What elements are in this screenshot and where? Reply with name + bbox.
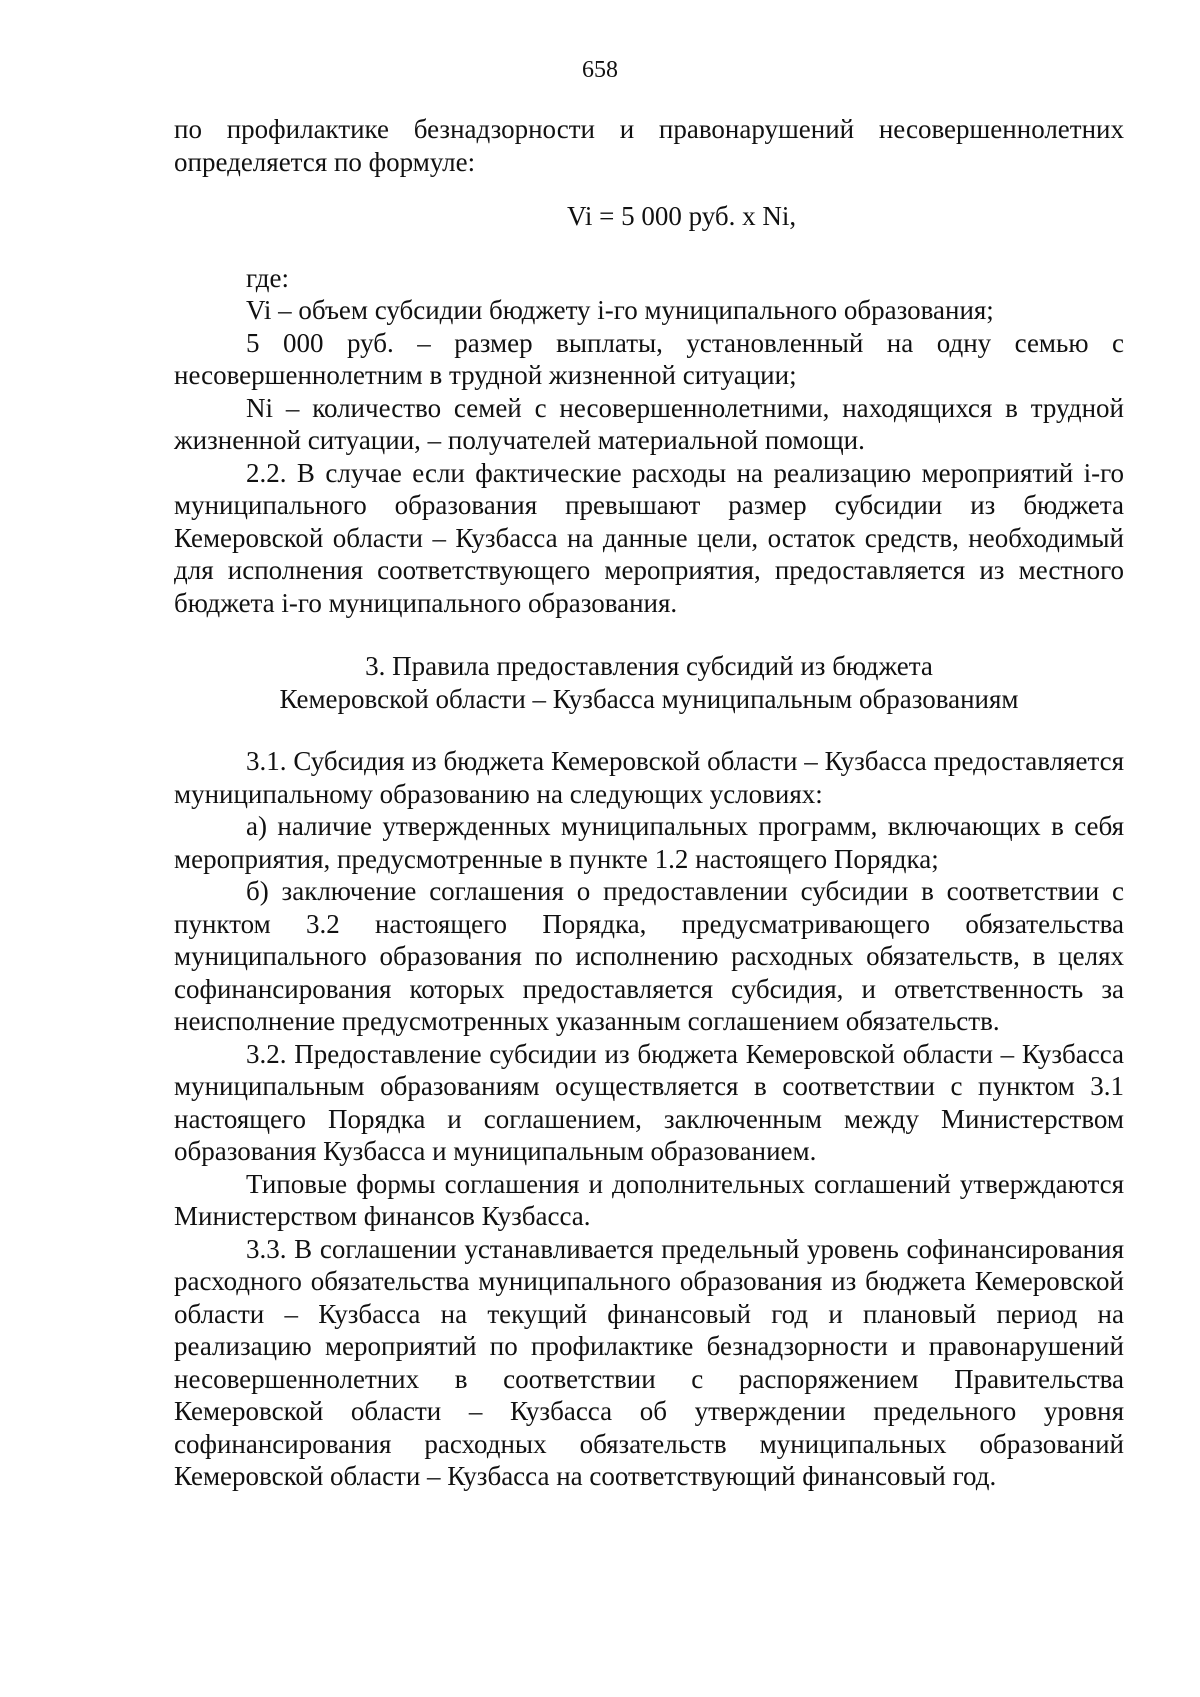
paragraph-3-1-b: б) заключение соглашения о предоставлении субсидии в соответствии с пунктом 3.2 настоящего Порядка, предусматривающего обязательства муниципального образования по исполнению расходных обязательств, в целях софинансирования которых предоставляется субсидия, и ответственность за неисполнение предусмотренных указанным соглашением обязательств.	[174, 876, 1124, 1036]
where-label: где:	[246, 262, 289, 293]
paragraph-3-3: 3.3. В соглашении устанавливается предельный уровень софинансирования расходного обязательства муниципального образования из бюджета Кемеровской области – Кузбасса на текущий финансовый год и плановый период на реализацию мероприятий по профилактике безнадзорности и правонарушений несовершеннолетних в соответствии с распоряжением Правительства Кемеровской области – Кузбасса об утверждении предельного уровня софинансирования расходных обязательств муниципальных образований Кемеровской области – Кузбасса на соответствующий финансовый год.	[174, 1233, 1124, 1491]
paragraph-3-2-typical-forms: Типовые формы соглашения и дополнительных соглашений утверждаются Министерством финансов Кузбасса.	[174, 1168, 1124, 1231]
paragraph-3-1: 3.1. Субсидия из бюджета Кемеровской области – Кузбасса предоставляется муниципальному образованию на следующих условиях:	[174, 746, 1124, 809]
intro-paragraph: по профилактике безнадзорности и правонарушений несовершеннолетних определяется по формуле:	[174, 114, 1124, 177]
section-3-title-line1: 3. Правила предоставления субсидий из бюджета	[365, 651, 933, 681]
section-3-title-line2: Кемеровской области – Кузбасса муниципальным образованиям	[279, 683, 1019, 714]
paragraph-2-2: 2.2. В случае если фактические расходы на реализацию мероприятий i-го муниципального образования превышают размер субсидии из бюджета Кемеровской области – Кузбасса на данные цели, остаток средств, необходимый для исполнения соответствующего мероприятия, предоставляется из местного бюджета i-го муниципального образования.	[174, 457, 1124, 618]
definition-ni: Ni – количество семей с несовершеннолетними, находящихся в трудной жизненной ситуации, – получателей материальной помощи.	[174, 392, 1124, 455]
page-number: 658	[582, 57, 618, 83]
definition-5000: 5 000 руб. – размер выплаты, установленный на одну семью с несовершеннолетним в трудной жизненной ситуации;	[174, 327, 1124, 390]
paragraph-3-2: 3.2. Предоставление субсидии из бюджета Кемеровской области – Кузбасса муниципальным образованиям осуществляется в соответствии с пунктом 3.1 настоящего Порядка и соглашением, заключенным между Министерством образования Кузбасса и муниципальным образованием.	[174, 1038, 1124, 1166]
document-body	[174, 113, 1124, 1493]
definition-vi: Vi – объем субсидии бюджету i-го муниципального образования;	[246, 295, 994, 325]
paragraph-3-1-a: а) наличие утвержденных муниципальных программ, включающих в себя мероприятия, предусмотренные в пункте 1.2 настоящего Порядка;	[174, 811, 1124, 874]
formula: Vi = 5 000 руб. x Ni,	[567, 201, 797, 231]
